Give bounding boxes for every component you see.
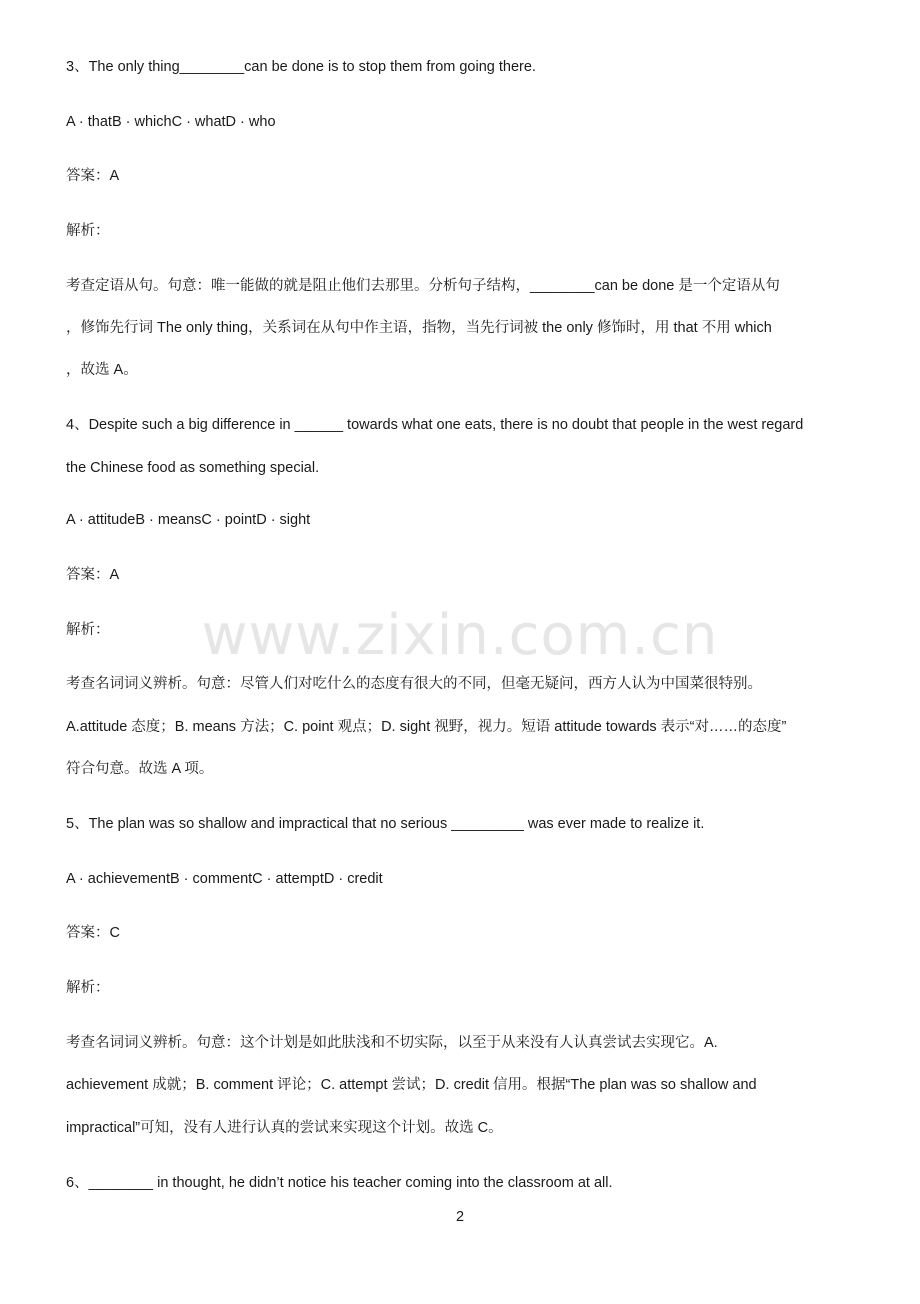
question-4-analysis-line-1: 考查名词词义辨析。句意：尽管人们对吃什么的态度有很大的不同，但毫无疑问，西方人认为中国菜很特别。 [66,676,762,692]
question-5-stem: 5、The plan was so shallow and impractical that no serious _________ was ever made to realize it. [66,816,705,832]
question-4-analysis-line-2: A.attitude 态度；B. means 方法；C. point 观点；D. sight 视野，视力。短语 attitude towards 表示“对……的态度” [66,719,787,735]
question-4-analysis-label: 解析： [66,622,110,638]
question-3-answer: 答案：A [66,168,120,184]
question-5-analysis-line-1: 考查名词词义辨析。句意：这个计划是如此肤浅和不切实际，以至于从来没有人认真尝试去实现它。A. [66,1035,718,1051]
question-3-stem: 3、The only thing________can be done is to stop them from going there. [66,59,536,75]
question-4-answer: 答案：A [66,567,120,583]
question-5-analysis-line-3: impractical”可知，没有人进行认真的尝试来实现这个计划。故选 C。 [66,1120,503,1136]
question-4-analysis-line-3: 符合句意。故选 A 项。 [66,761,214,777]
watermark: www.zixin.com.cn [201,603,719,668]
page-number: 2 [455,1209,465,1225]
question-5-analysis-line-2: achievement 成就；B. comment 评论；C. attempt 尝试；D. credit 信用。根据“The plan was so shallow and [66,1077,757,1093]
question-5-options: A · achievementB · commentC · attemptD · credit [66,871,383,887]
question-3-analysis-line-1: 考查定语从句。句意：唯一能做的就是阻止他们去那里。分析句子结构，________can be done 是一个定语从句 [66,278,780,294]
question-4-stem-line-1: 4、Despite such a big difference in ______ towards what one eats, there is no doubt that people in the west regard [66,417,804,433]
question-3-analysis-line-3: ，故选 A。 [66,362,138,378]
question-6-stem: 6、________ in thought, he didn’t notice his teacher coming into the classroom at all. [66,1175,613,1191]
question-4-options: A · attitudeB · meansC · pointD · sight [66,512,311,528]
question-5-answer: 答案：C [66,925,120,941]
question-3-analysis-line-2: ，修饰先行词 The only thing，关系词在从句中作主语，指物，当先行词被 the only 修饰时，用 that 不用 which [66,320,772,336]
question-4-stem-line-2: the Chinese food as something special. [66,460,320,476]
question-5-analysis-label: 解析： [66,980,110,996]
question-3-analysis-label: 解析： [66,223,110,239]
question-3-options: A · thatB · whichC · whatD · who [66,114,276,130]
